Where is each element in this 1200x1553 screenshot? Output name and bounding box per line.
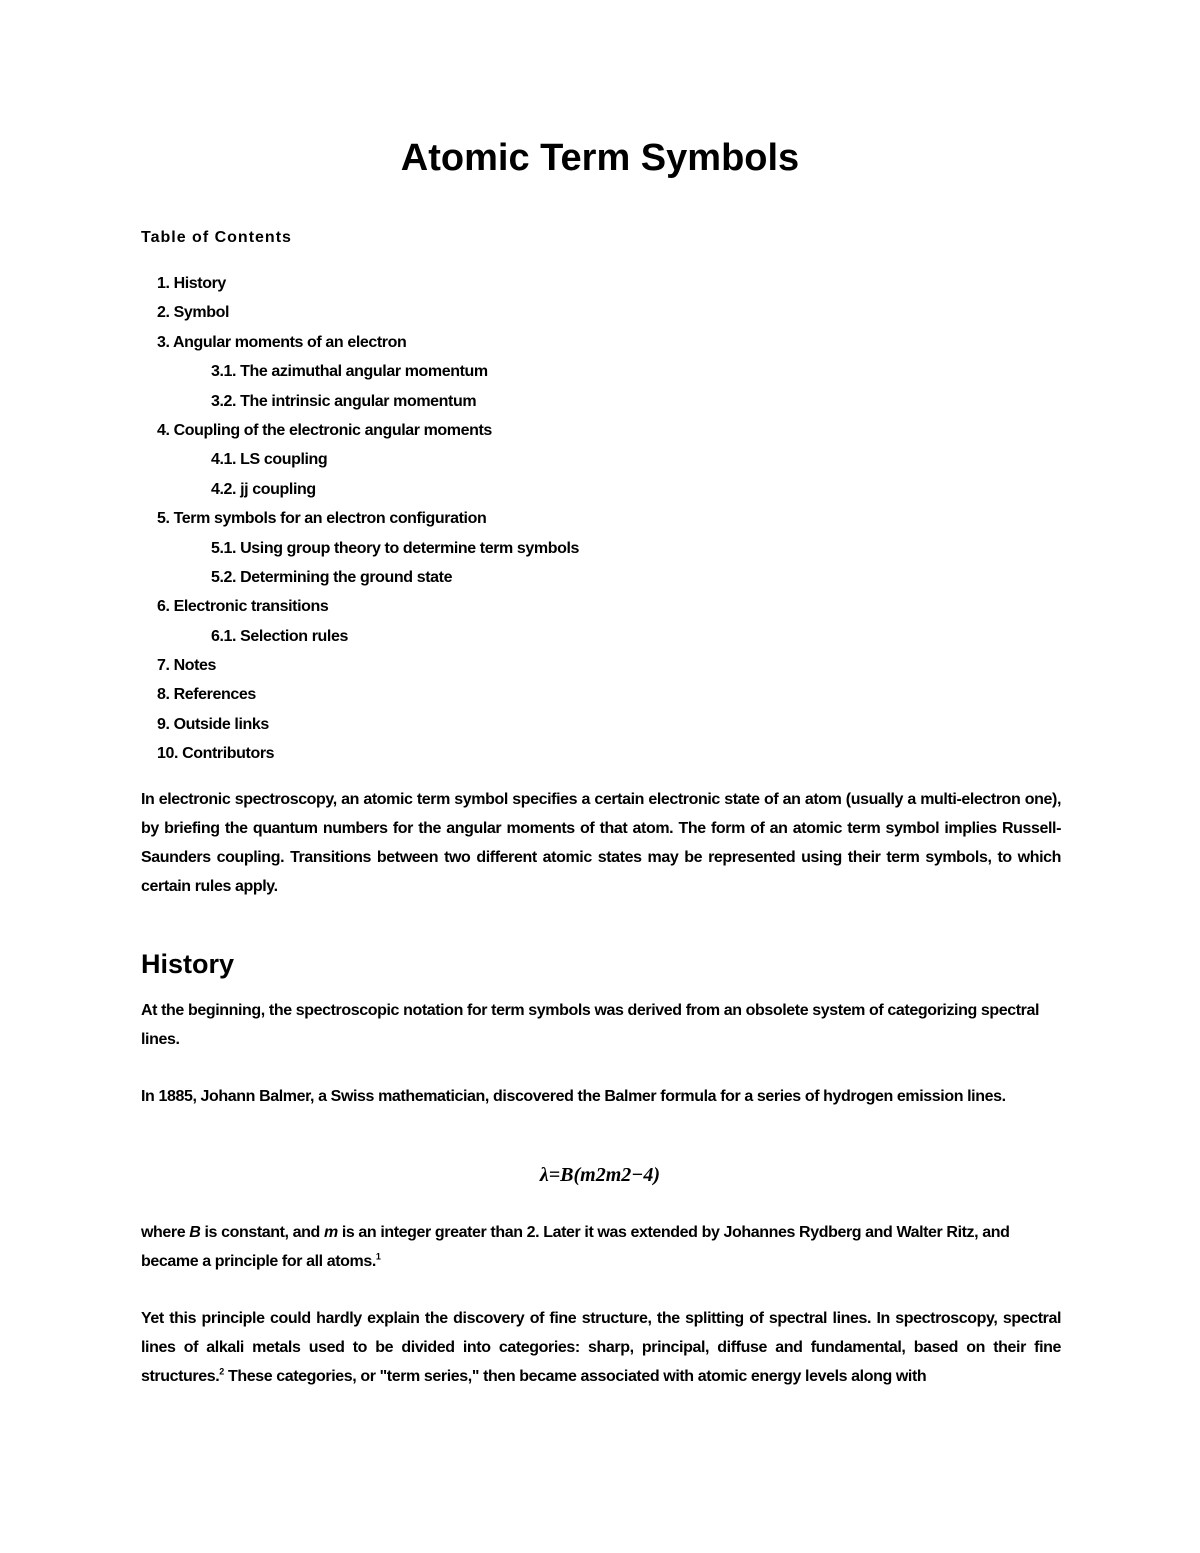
toc-item-label: Symbol: [173, 304, 229, 322]
history-paragraph-3: [141, 1218, 1061, 1276]
history-paragraph-2: In 1885, Johann Balmer, a Swiss mathematician, discovered the Balmer formula for a series of hydrogen emission lines.: [141, 1088, 1006, 1105]
toc-item-number: 2.: [157, 304, 170, 322]
toc-item-number: 5.2.: [211, 568, 237, 586]
toc-item-label: Term symbols for an electron configuration: [173, 510, 487, 528]
toc-item[interactable]: [0, 504, 1200, 533]
p4-text-2: These categories, or "term series," then became associated with atomic energy levels along with: [223, 1368, 927, 1385]
section-heading-history: History: [141, 949, 235, 979]
toc-item-number: 10.: [157, 745, 179, 763]
toc-item[interactable]: [0, 563, 1200, 592]
toc-item-label: Contributors: [182, 745, 275, 763]
toc-item-label: References: [173, 686, 256, 704]
p3-text-2: is constant, and: [200, 1224, 324, 1241]
toc-item-label: Selection rules: [240, 627, 348, 645]
toc-item[interactable]: [0, 739, 1200, 768]
toc-item[interactable]: [0, 622, 1200, 651]
balmer-formula: λ=B(m2m2−4): [539, 1164, 661, 1186]
toc-item-number: 3.2.: [211, 392, 237, 410]
p3-text-3: is an integer greater than 2. Later it was extended by Johannes Rydberg and Walter Ritz, and became a principle for all atoms.: [141, 1224, 1010, 1270]
page-title: Atomic Term Symbols: [400, 137, 800, 179]
toc-item[interactable]: [0, 710, 1200, 739]
toc-item-number: 6.1.: [211, 627, 237, 645]
toc-item-label: jj coupling: [240, 480, 316, 498]
toc-item[interactable]: [0, 592, 1200, 621]
toc-item-label: History: [173, 275, 226, 292]
toc-item-label: LS coupling: [240, 451, 328, 469]
variable-m: m: [323, 1224, 338, 1241]
toc-item-label: Notes: [173, 657, 217, 675]
footnote-ref-2[interactable]: 2: [219, 1366, 224, 1377]
toc-item-number: 5.: [157, 510, 170, 528]
toc-item[interactable]: [0, 416, 1200, 445]
toc-item[interactable]: [0, 680, 1200, 709]
footnote-ref-1[interactable]: 1: [375, 1251, 381, 1262]
intro-text: In electronic spectroscopy, an atomic term symbol specifies a certain electronic state of an atom (usually a multi-electron one), by briefing the quantum numbers for the angular moments of that atom. The form of an atomic term symbol implies: [141, 791, 1061, 837]
toc-item[interactable]: [0, 534, 1200, 563]
toc-item-number: 8.: [157, 686, 170, 704]
toc-item-label: Angular moments of an electron: [173, 333, 407, 351]
p4-text-1: Yet this principle could hardly explain the discovery of fine structure, the splitting of spectral lines. In spectroscopy, spectral lines of alkali metals used to be divided into categories: sharp, principal, diffuse and fundamental, based on their fine structures.: [141, 1310, 1061, 1385]
toc-item-number: 3.1.: [211, 363, 237, 381]
toc-item[interactable]: [0, 357, 1200, 386]
toc-item-label: Outside links: [173, 715, 269, 733]
toc-item[interactable]: [0, 328, 1200, 357]
variable-b: B: [189, 1224, 201, 1241]
russell-saunders-term: Russell-Saunders: [141, 820, 1061, 866]
toc-item-number: 3.: [157, 333, 170, 351]
toc-item-number: 4.1.: [211, 451, 237, 469]
toc-item-number: 7.: [157, 657, 170, 675]
toc-item[interactable]: [0, 269, 1200, 298]
toc-item-number: 1.: [157, 275, 170, 292]
toc-item-label: Electronic transitions: [173, 598, 329, 616]
toc-item-number: 4.2.: [211, 480, 237, 498]
intro-text-end: coupling. Transitions between two different atomic states may be represented using their term symbols, to which certain rules apply.: [141, 849, 1061, 895]
toc-item[interactable]: [0, 387, 1200, 416]
toc-item[interactable]: [0, 475, 1200, 504]
toc-item-label: The intrinsic angular momentum: [240, 392, 477, 410]
history-paragraph-1: At the beginning, the spectroscopic notation for term symbols was derived from an obsolete system of categorizing spectral lines.: [141, 1002, 1040, 1048]
toc-item-number: 5.1.: [211, 539, 237, 557]
table-of-contents: [0, 269, 1200, 769]
toc-item[interactable]: [0, 298, 1200, 327]
intro-paragraph: [141, 785, 1061, 901]
toc-item[interactable]: [0, 651, 1200, 680]
toc-heading: Table of Contents: [141, 229, 292, 246]
history-paragraph-4: [141, 1304, 1061, 1391]
toc-item-label: The azimuthal angular momentum: [240, 363, 488, 381]
toc-item[interactable]: [0, 445, 1200, 474]
toc-item-label: Using group theory to determine term symbols: [240, 539, 580, 557]
p3-text-1: where: [141, 1224, 190, 1241]
toc-item-number: 4.: [157, 421, 170, 439]
toc-item-label: Determining the ground state: [240, 568, 453, 586]
toc-item-number: 6.: [157, 598, 170, 616]
toc-item-label: Coupling of the electronic angular moments: [173, 421, 492, 439]
toc-item-number: 9.: [157, 715, 170, 733]
